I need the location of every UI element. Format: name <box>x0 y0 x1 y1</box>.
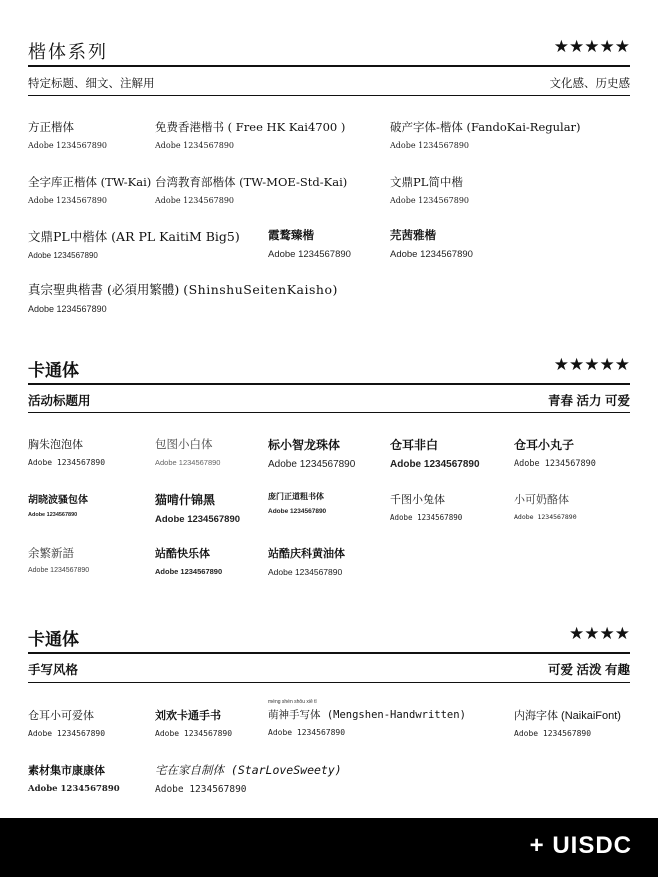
section-tags: 文化感、历史感 <box>549 76 630 90</box>
font-sample: Adobe 1234567890 <box>28 729 106 738</box>
font-name: 内海字体 (NaikaiFont) <box>514 710 621 722</box>
font-ruby: méng shén shǒu xiě tǐ <box>268 699 317 705</box>
font-item <box>28 280 338 314</box>
font-sample: Adobe 1234567890 <box>155 196 235 205</box>
font-sample: Adobe 1234567890 <box>28 512 78 518</box>
font-item <box>28 119 107 150</box>
font-name: 余繁新語 <box>28 548 74 560</box>
section-tags: 青春 活力 可爱 <box>548 394 630 408</box>
font-sample: Adobe 1234567890 <box>390 196 470 205</box>
font-sample: Adobe 1234567890 <box>390 249 473 260</box>
font-sample: Adobe 1234567890 <box>155 784 247 795</box>
font-item <box>28 491 88 518</box>
font-sample: Adobe 1234567890 <box>390 513 463 522</box>
font-item <box>28 227 240 260</box>
font-item <box>390 174 469 205</box>
rating-stars-icon: ★★★★★ <box>553 37 630 56</box>
section-title: 卡通体 <box>28 361 79 380</box>
rating-stars-icon: ★★★★ <box>569 624 630 643</box>
font-item <box>390 119 581 150</box>
footer-bar <box>0 818 658 877</box>
font-item <box>155 491 240 525</box>
font-item <box>155 436 220 467</box>
font-name-latin: (ShinshuSeitenKaisho) <box>183 282 338 297</box>
font-sample: Adobe 1234567890 <box>155 729 233 738</box>
font-name: 芫茜雅楷 <box>390 230 436 242</box>
font-item <box>28 436 105 467</box>
font-item <box>155 762 342 795</box>
divider <box>28 412 630 413</box>
font-name: 宅在家自制体 (StarLoveSweety) <box>155 763 342 777</box>
font-item <box>155 119 345 150</box>
font-name: 胡晓波骚包体 <box>28 495 88 506</box>
rating-stars-icon: ★★★★★ <box>553 355 630 374</box>
font-item <box>28 545 89 574</box>
font-item <box>514 707 621 738</box>
font-name: 素材集市康康体 <box>28 764 105 777</box>
font-sample: Adobe 1234567890 <box>514 729 592 738</box>
font-name: 庞门正道粗书体 <box>268 492 324 501</box>
section-subtitle: 特定标题、细文、注解用 <box>28 76 155 90</box>
font-name-row <box>28 280 338 298</box>
font-sample: Adobe 1234567890 <box>28 784 120 794</box>
font-sample: Adobe 1234567890 <box>514 513 577 521</box>
font-item <box>514 491 577 521</box>
font-sample: Adobe 1234567890 <box>514 459 596 469</box>
font-item <box>155 545 222 576</box>
font-sample: Adobe 1234567890 <box>28 304 107 314</box>
font-item <box>28 762 120 794</box>
font-name: 标小智龙珠体 <box>268 438 341 452</box>
font-sample: Adobe 1234567890 <box>155 514 241 525</box>
font-name: 千图小兔体 <box>390 494 445 506</box>
font-name: 猫啃什锦黑 <box>155 493 216 507</box>
font-name: 站酷庆科黄油体 <box>268 548 345 560</box>
font-name: 文鼎PL简中楷 <box>390 175 463 189</box>
font-name: 站酷快乐体 <box>155 548 210 560</box>
font-sample: Adobe 1234567890 <box>268 567 343 577</box>
section-tags: 可爱 活泼 有趣 <box>548 663 630 677</box>
font-item <box>268 491 326 515</box>
font-sample: Adobe 1234567890 <box>268 508 327 515</box>
font-name: 免费香港楷书 ( Free HK Kai4700 ) <box>155 120 346 134</box>
font-item <box>155 174 347 205</box>
font-sample: Adobe 1234567890 <box>28 458 106 467</box>
font-name: 刘欢卡通手书 <box>155 710 221 722</box>
font-name: 全字库正楷体 (TW-Kai) <box>28 175 152 189</box>
section-title: 卡通体 <box>28 630 79 649</box>
font-sample: Adobe 1234567890 <box>28 196 108 205</box>
font-name: 胸朱泡泡体 <box>28 438 83 451</box>
font-sample: Adobe 1234567890 <box>390 141 470 150</box>
font-name: 破产字体-楷体 (FandoKai-Regular) <box>390 120 581 134</box>
font-item <box>390 227 473 260</box>
section-subtitle: 活动标题用 <box>28 394 91 408</box>
font-name: 真宗聖典楷書 (必須用繁體) <box>28 282 180 297</box>
divider <box>28 383 630 385</box>
divider <box>28 95 630 96</box>
divider <box>28 65 630 67</box>
divider <box>28 682 630 683</box>
font-sample: Adobe 1234567890 <box>28 251 98 260</box>
font-sample: Adobe 1234567890 <box>28 141 108 150</box>
font-item <box>28 174 151 205</box>
font-sample: Adobe 1234567890 <box>390 459 480 470</box>
font-sample: Adobe 1234567890 <box>155 567 223 576</box>
font-sample: Adobe 1234567890 <box>155 141 235 150</box>
font-sample: Adobe 1234567890 <box>268 459 356 470</box>
font-item <box>390 436 480 470</box>
font-name: 台湾教育部楷体 (TW-MOE-Std-Kai) <box>155 175 348 189</box>
font-sample: Adobe 1234567890 <box>28 567 90 574</box>
font-name: 包图小白体 <box>155 439 213 451</box>
font-item <box>155 707 232 738</box>
font-name: 文鼎PL中楷体 (AR PL KaitiM Big5) <box>28 229 240 244</box>
font-item <box>514 436 596 469</box>
font-item <box>28 707 105 738</box>
font-name: 仓耳小可爱体 <box>28 709 94 722</box>
section-subtitle: 手写风格 <box>28 663 79 677</box>
font-sample: Adobe 1234567890 <box>268 249 351 260</box>
font-item <box>390 491 462 522</box>
font-item <box>268 436 355 470</box>
font-name: 霞鹜臻楷 <box>268 230 314 242</box>
font-sample: Adobe 1234567890 <box>155 458 221 467</box>
font-item <box>268 699 466 737</box>
divider <box>28 652 630 654</box>
font-item <box>268 227 351 260</box>
font-name: 仓耳小丸子 <box>514 438 575 452</box>
font-sample: Adobe 1234567890 <box>268 728 346 737</box>
font-name: 仓耳非白 <box>390 438 439 452</box>
font-item <box>268 545 345 577</box>
font-name: 小可奶酪体 <box>514 494 569 506</box>
font-name: 方正楷体 <box>28 120 74 134</box>
section-title: 楷体系列 <box>28 42 108 63</box>
font-name: 萌神手写体 (Mengshen-Handwritten) <box>268 709 466 721</box>
brand-logo: + UISDC <box>529 832 632 859</box>
